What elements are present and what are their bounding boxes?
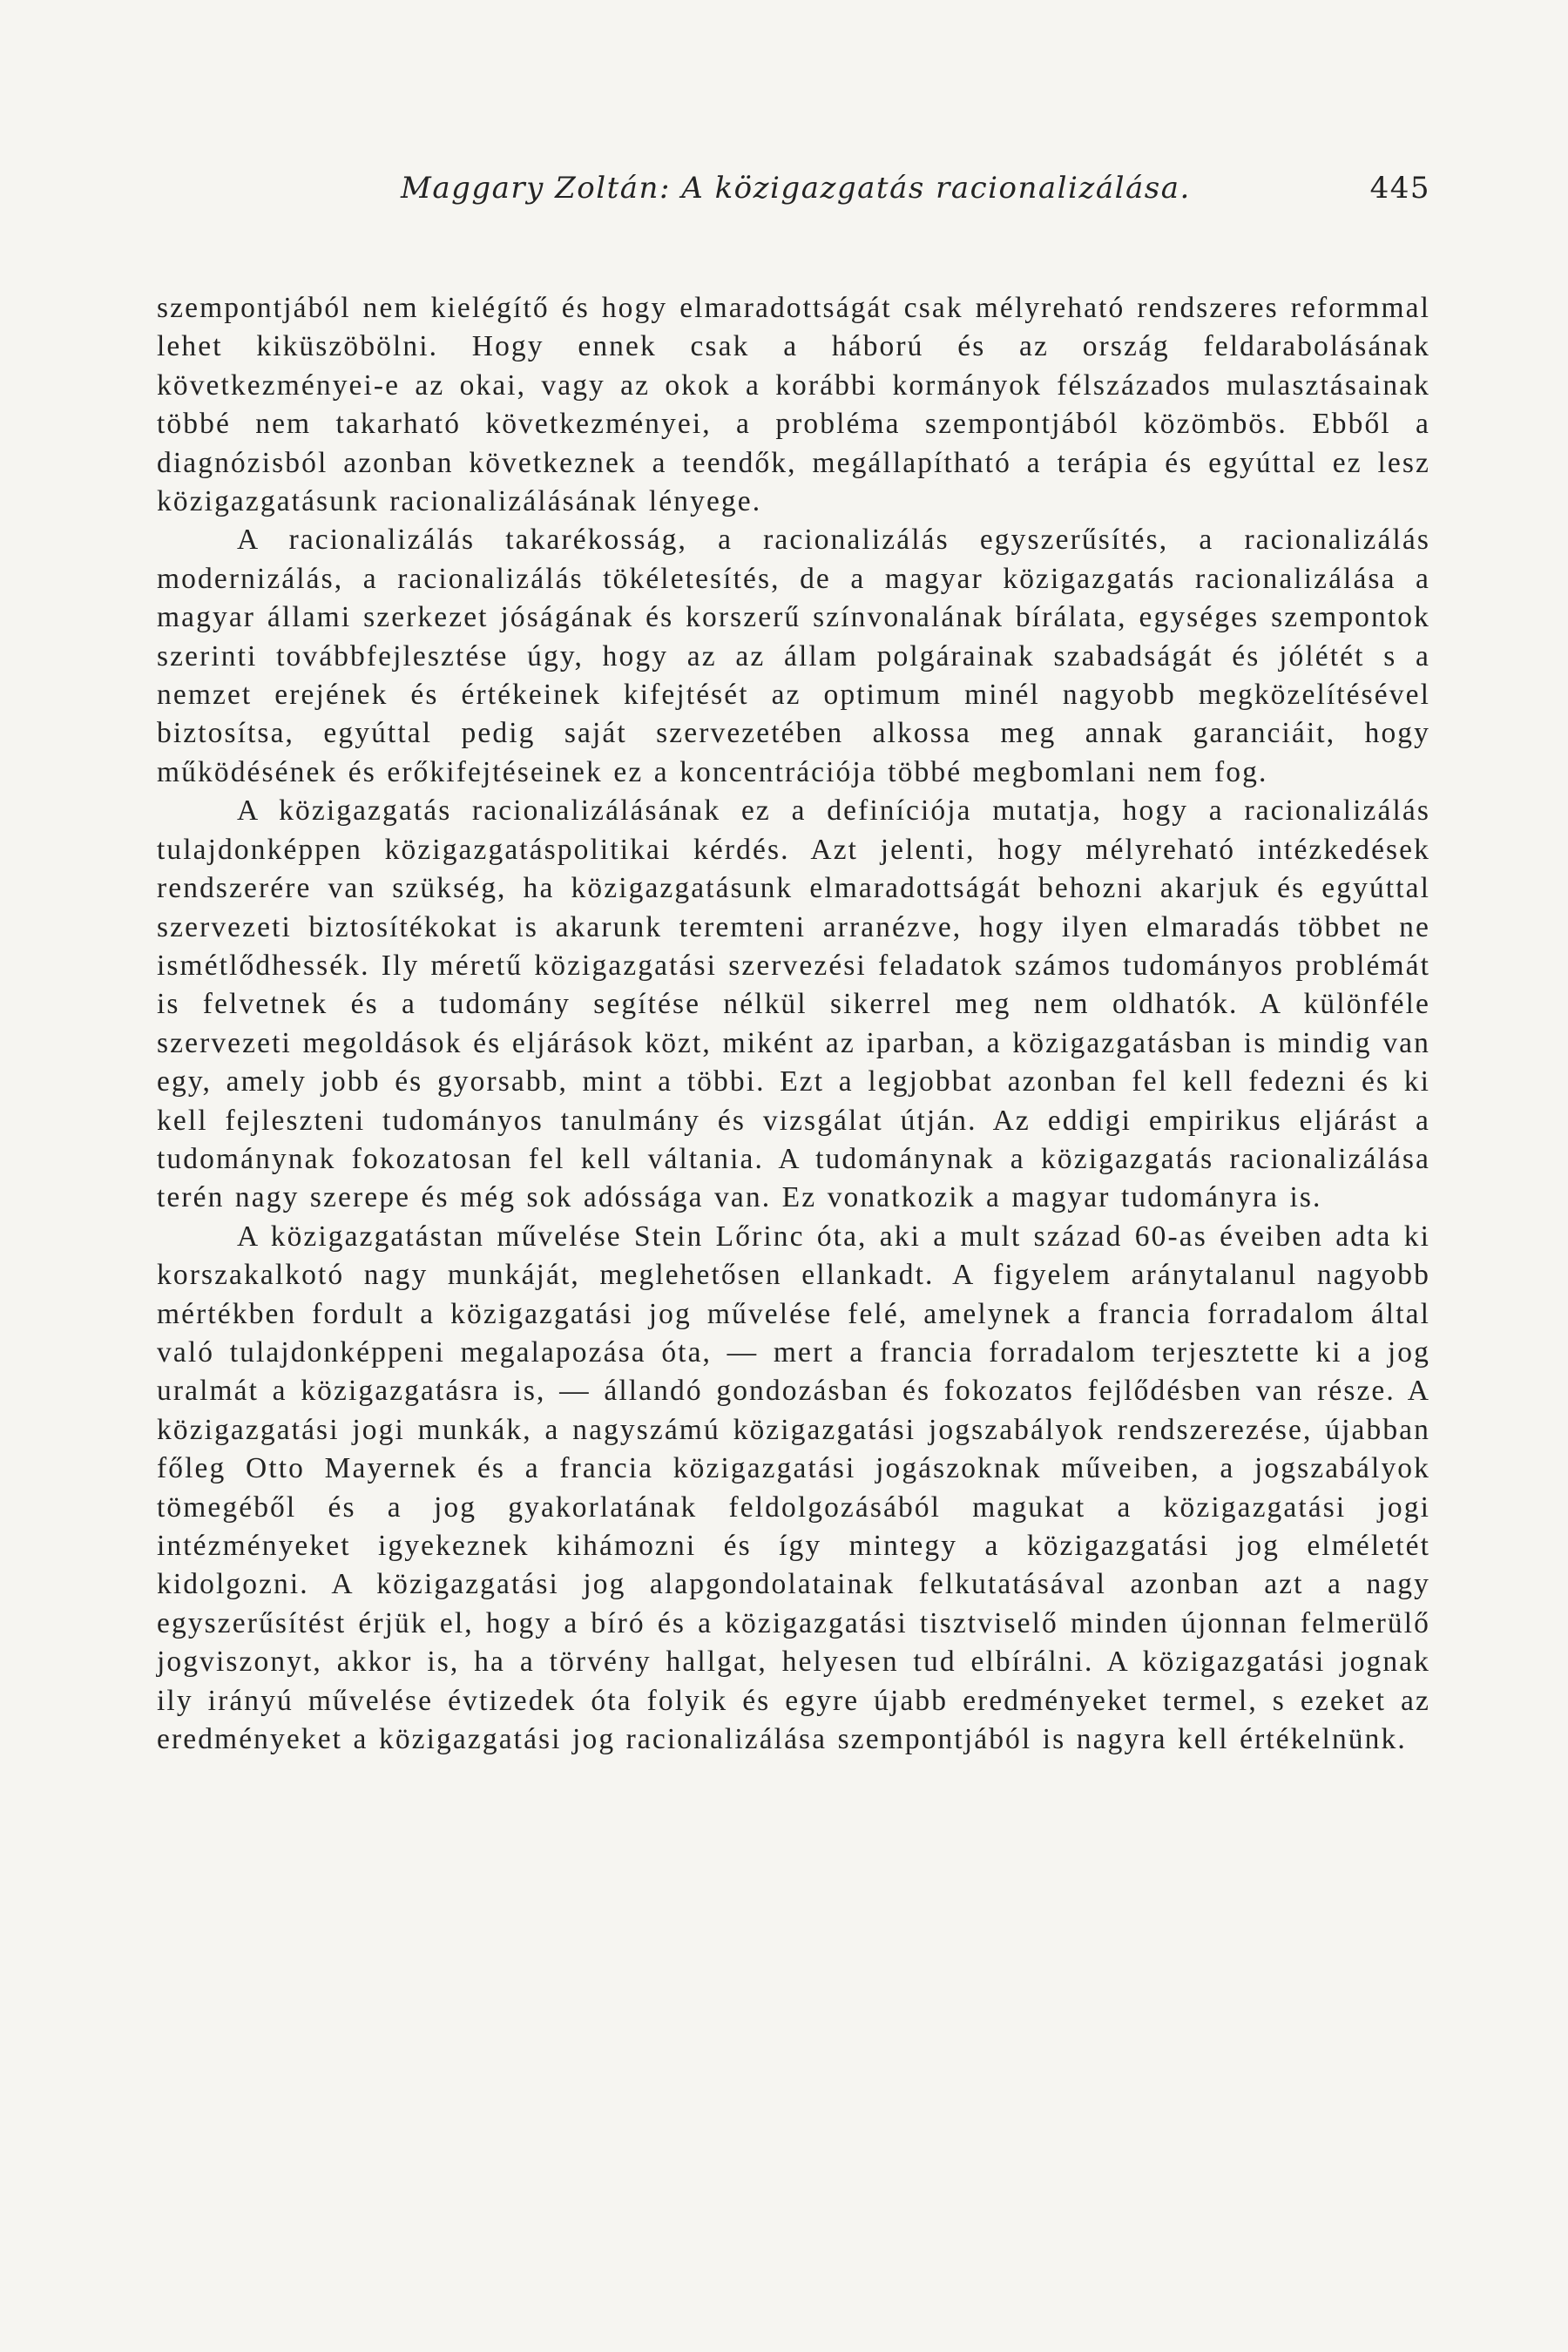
running-header-title: Maggary Zoltán: A közigazgatás racionalizálása. xyxy=(401,171,1191,206)
paragraph-4: A közigazgatástan művelése Stein Lőrinc óta, aki a mult század 60-as éveiben adta ki korszakalkotó nagy munkáját, meglehetősen ellankadt. A figyelem aránytalanul nagyobb mértékben fordult a közigazgatási jog művelése felé, amelynek a francia forradalom által való tulajdonképpeni megalapozása óta, — mert a francia forradalom terjesztette ki a jog uralmát a közigazgatásra is, — állandó gondozásban és fokozatos fejlődésben van része. A közigazgatási jogi munkák, a nagyszámú közigazgatási jogszabályok rendszerezése, újabban főleg Otto Mayernek és a francia közigazgatási jogászoknak műveiben, a jogszabályok tömegéből és a jog gyakorlatának feldolgozásából magukat a közigazgatási jogi intézményeket igyekeznek kihámozni és így mintegy a közigazgatási jog elméletét kidolgozni. A közigazgatási jog alapgondolatainak felkutatásával azonban azt a nagy egyszerűsítést érjük el, hogy a bíró és a közigazgatási tisztviselő minden újonnan felmerülő jogviszonyt, akkor is, ha a törvény hallgat, helyesen tud elbírálni. A közigazgatási jognak ily irányú művelése évtizedek óta folyik és egyre újabb eredményeket termel, s ezeket az eredményeket a közigazgatási jog racionalizálása szempontjából is nagyra kell értékelnünk. xyxy=(157,1220,1430,1756)
paragraph-1: szempontjából nem kielégítő és hogy elmaradottságát csak mélyreható rendszeres reformmal lehet kiküszöbölni. Hogy ennek csak a háború és az ország feldarabolásának következményei-e az okai, vagy az okok a korábbi kormányok félszázados mulasztásainak többé nem takarható következményei, a probléma szempontjából közömbös. Ebből a diagnózisból azonban következnek a teendők, megállapítható a terápia és egyúttal ez lesz közigazgatásunk racionalizálásának lényege. xyxy=(157,292,1430,518)
running-header xyxy=(401,171,1430,206)
paragraph-2: A racionalizálás takarékosság, a racionalizálás egyszerűsítés, a racionalizálás modernizálás, a racionalizálás tökéletesítés, de a magyar közigazgatás racionalizálása a magyar állami szerkezet jóságának és korszerű színvonalának bírálata, egységes szempontok szerinti továbbfejlesztése úgy, hogy az az állam polgárainak szabadságát és jólétét s a nemzet erejének és értékeinek kifejtését az optimum minél nagyobb megközelítésével biztosítsa, egyúttal pedig saját szervezetében alkossa meg annak garanciáit, hogy működésének és erőkifejtéseinek ez a koncentrációja többé megbomlani nem fog. xyxy=(157,524,1430,788)
body-text xyxy=(157,289,1430,1759)
paragraph-3: A közigazgatás racionalizálásának ez a definíciója mutatja, hogy a racionalizálás tulajdonképpen közigazgatáspolitikai kérdés. Azt jelenti, hogy mélyreható intézkedések rendszerére van szükség, ha közigazgatásunk elmaradottságát behozni akarjuk és egyúttal szervezeti biztosítékokat is akarunk teremteni arranézve, hogy ilyen elmaradás többet ne ismétlődhessék. Ily méretű közigazgatási szervezési feladatok számos tudományos problémát is felvetnek és a tudomány segítése nélkül sikerrel meg nem oldhatók. A különféle szervezeti megoldások és eljárások közt, miként az iparban, a közigazgatásban is mindig van egy, amely jobb és gyorsabb, mint a többi. Ezt a legjobbat azonban fel kell fedezni és ki kell fejleszteni tudományos tanulmány és vizsgálat útján. Az eddigi empirikus eljárást a tudománynak fokozatosan fel kell váltania. A tudománynak a közigazgatás racionalizálása terén nagy szerepe és még sok adóssága van. Ez vonatkozik a magyar tudományra is. xyxy=(157,794,1430,1214)
page-number: 445 xyxy=(1369,171,1430,206)
